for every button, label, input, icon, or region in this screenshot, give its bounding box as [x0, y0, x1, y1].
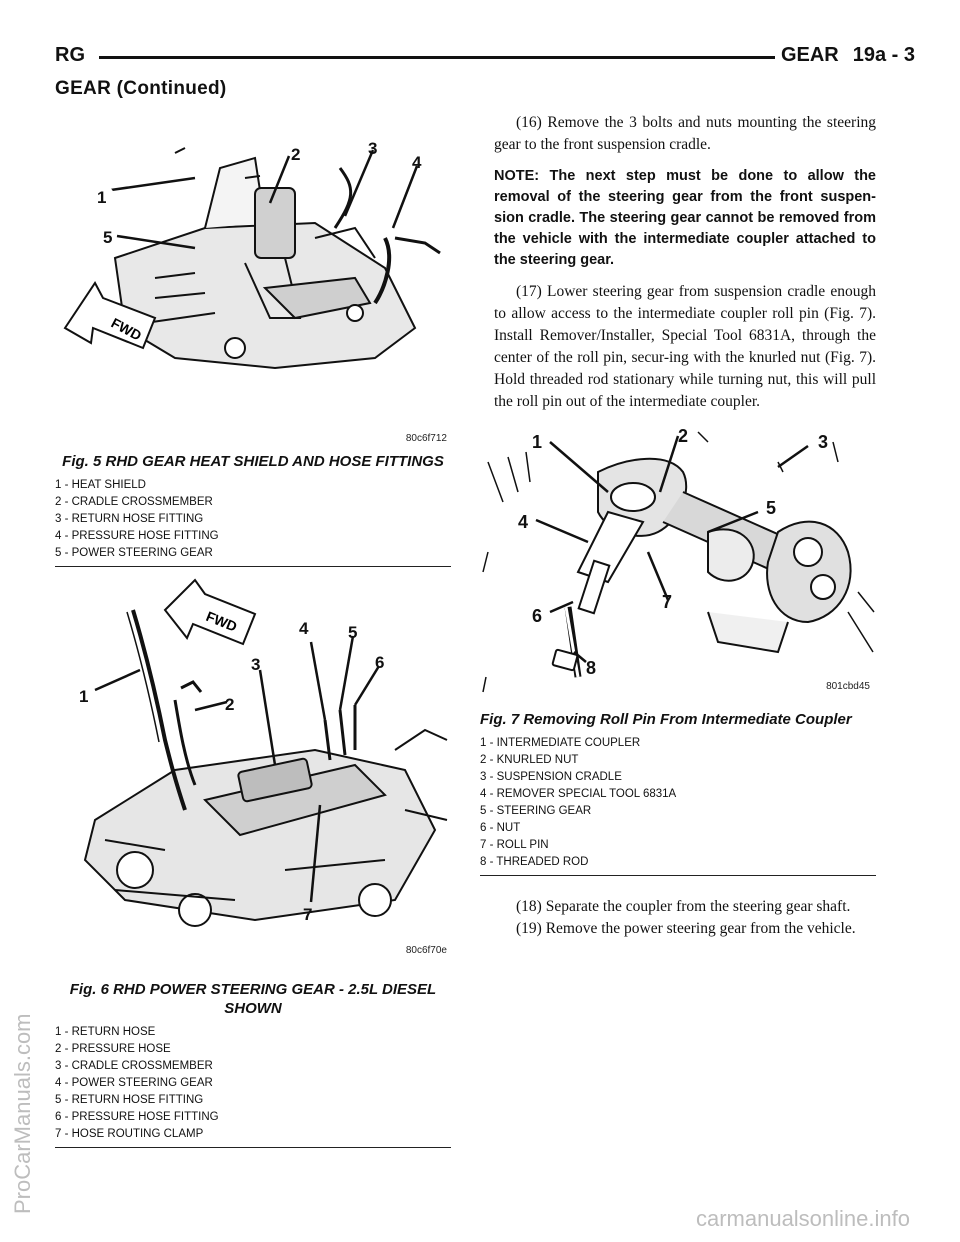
legend-item: 2 - PRESSURE HOSE — [55, 1043, 171, 1055]
legend-item: 5 - STEERING GEAR — [480, 805, 592, 817]
fig6-callout-7: 7 — [303, 905, 313, 924]
legend-item: 2 - KNURLED NUT — [480, 754, 579, 766]
legend-item: 3 - CRADLE CROSSMEMBER — [55, 1060, 213, 1072]
figure-5-title: Fig. 5 RHD GEAR HEAT SHIELD AND HOSE FITTINGS — [62, 453, 444, 470]
remover-tool-icon — [552, 512, 643, 677]
fig7-callout-3: 3 — [818, 432, 829, 452]
figure-5 — [55, 128, 451, 446]
figure-6-caption — [55, 980, 451, 1148]
fig5-callout-3: 3 — [368, 139, 378, 158]
page-number: 19a - 3 — [852, 44, 915, 66]
figure-6-legend — [55, 1024, 451, 1143]
figure-6-illustration — [55, 570, 451, 958]
legend-item: 5 - RETURN HOSE FITTING — [55, 1094, 204, 1106]
figure-5-illustration — [55, 128, 451, 446]
legend-item: 1 - INTERMEDIATE COUPLER — [480, 737, 641, 749]
fig6-callout-3: 3 — [251, 655, 261, 674]
legend-item: 4 - PRESSURE HOSE FITTING — [55, 530, 219, 542]
fig7-callout-1: 1 — [532, 432, 543, 452]
step-18: (18) Separate the coupler from the steering gear shaft. — [516, 898, 851, 915]
header-rule — [99, 56, 775, 59]
figure-7-caption — [480, 710, 876, 876]
fig7-callout-6: 6 — [532, 606, 543, 626]
fwd-arrow-icon — [165, 580, 255, 644]
fig6-callout-5: 5 — [348, 623, 358, 642]
fig6-callout-1: 1 — [79, 687, 89, 706]
side-watermark-text: ProCarManuals.com — [10, 1013, 35, 1214]
caption-divider — [55, 566, 451, 567]
fig6-callout-2: 2 — [225, 695, 235, 714]
bottom-watermark: carmanualsonline.info — [695, 1206, 910, 1231]
legend-item: 4 - POWER STEERING GEAR — [55, 1077, 213, 1089]
legend-item: 6 - PRESSURE HOSE FITTING — [55, 1111, 219, 1123]
legend-item: 8 - THREADED ROD — [480, 856, 589, 868]
header-right — [781, 44, 915, 67]
note-paragraph: NOTE: The next step must be done to allow the removal of the steering gear from the front suspen-sion cradle. The steering gear cannot be removed from the vehicle with the intermediate coupler attached to the steering gear. — [494, 168, 876, 268]
fwd-label: FWD — [108, 314, 145, 344]
figure-7-id: 801cbd45 — [826, 681, 870, 692]
figure-6-id: 80c6f70e — [405, 945, 447, 956]
legend-item: 3 - RETURN HOSE FITTING — [55, 513, 204, 525]
legend-item: 7 - ROLL PIN — [480, 839, 549, 851]
legend-item: 7 - HOSE ROUTING CLAMP — [55, 1128, 204, 1140]
figure-5-legend — [55, 477, 451, 562]
fig5-callout-1: 1 — [97, 188, 107, 207]
legend-item: 2 - CRADLE CROSSMEMBER — [55, 496, 213, 508]
fig5-callout-2: 2 — [291, 145, 301, 164]
legend-item: 4 - REMOVER SPECIAL TOOL 6831A — [480, 788, 677, 800]
caption-divider — [55, 1147, 451, 1148]
fig7-callout-4: 4 — [518, 512, 529, 532]
section-continued-title: GEAR (Continued) — [55, 78, 227, 99]
fig7-callout-2: 2 — [678, 426, 689, 446]
figure-7-title: Fig. 7 Removing Roll Pin From Intermediate Coupler — [480, 711, 852, 728]
figure-6 — [55, 570, 451, 958]
right-column-top — [494, 112, 876, 413]
section-code: RG — [55, 44, 85, 66]
fig7-callout-5: 5 — [766, 498, 777, 518]
page-header — [55, 44, 915, 76]
figure-7-legend — [480, 735, 876, 871]
fig6-callout-6: 6 — [375, 653, 385, 672]
legend-item: 3 - SUSPENSION CRADLE — [480, 771, 622, 783]
figure-5-caption — [55, 452, 451, 567]
right-column-bottom — [494, 896, 876, 940]
caption-divider — [480, 875, 876, 876]
figure-7-illustration — [478, 412, 876, 696]
chapter-title: GEAR — [780, 44, 839, 66]
step-17: (17) Lower steering gear from suspension cradle enough to allow access to the intermediate coupler roll pin (Fig. 7). Install Remover/Installer, Special Tool 6831A, through the center of the roll pin, secur-ing with the knurled nut (Fig. 7). Hold threaded rod stationary while turning nut, this will pull the roll pin out of the intermediate coupler. — [494, 283, 876, 410]
figure-7 — [478, 412, 876, 696]
step-16: (16) Remove the 3 bolts and nuts mounting the steering gear to the front suspension cradle. — [494, 114, 876, 153]
figure-5-id: 80c6f712 — [405, 433, 447, 444]
fig7-callout-8: 8 — [586, 658, 597, 678]
legend-item: 5 - POWER STEERING GEAR — [55, 547, 213, 559]
fig5-callout-4: 4 — [412, 153, 422, 172]
legend-item: 6 - NUT — [480, 822, 521, 834]
legend-item: 1 - RETURN HOSE — [55, 1026, 156, 1038]
fig5-callout-5: 5 — [103, 228, 113, 247]
legend-item: 1 - HEAT SHIELD — [55, 479, 146, 491]
step-19: (19) Remove the power steering gear from the vehicle. — [516, 920, 856, 937]
fwd-label: FWD — [203, 607, 240, 635]
fig7-callout-7: 7 — [662, 592, 673, 612]
fig6-callout-4: 4 — [299, 619, 309, 638]
figure-6-title: Fig. 6 RHD POWER STEERING GEAR - 2.5L DIESEL SHOWN — [69, 981, 437, 1017]
side-watermark — [2, 300, 42, 1240]
